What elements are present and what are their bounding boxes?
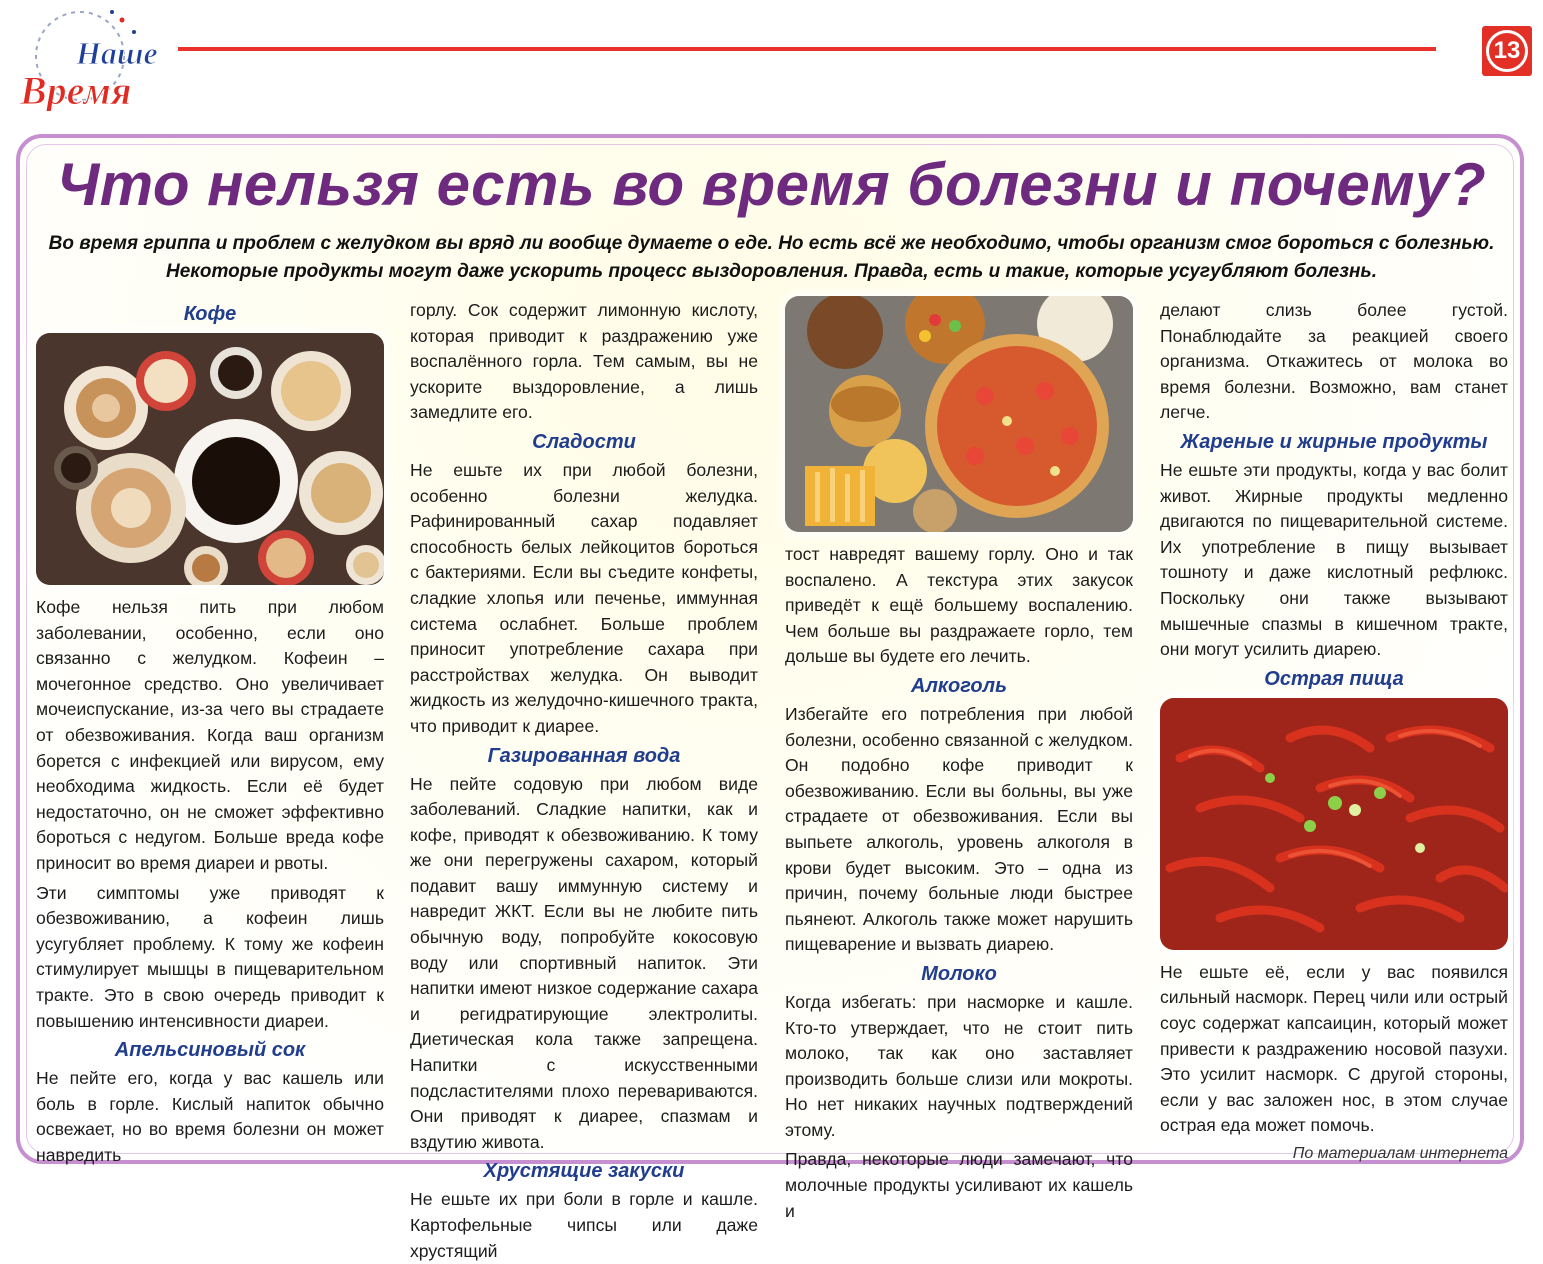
page-number: 13 bbox=[1486, 30, 1528, 72]
paragraph: Не ешьте их при любой болезни, особенно болезни желудка. Рафинированный сахар подавляет способность белых лейкоцитов бороться с бактериями. Если вы съедите конфеты, сладкие хлопья или печенье, иммунная система ослабнет. Больше проблем приносит употребление сахара при расстройствах желудка. Он выводит жидкость из желудочно-кишечного тракта, что приводит к диарее. bbox=[410, 459, 758, 736]
junk-food-image bbox=[785, 296, 1133, 532]
lede-line-2: Некоторые продукты могут даже ускорить процесс выздоровления. Правда, есть и такие, которые усугубляют болезнь. bbox=[166, 261, 1377, 282]
section-heading-orange-juice: Апельсиновый сок bbox=[114, 1039, 306, 1062]
section-heading-coffee: Кофе bbox=[183, 303, 237, 325]
chili-peppers-image bbox=[1160, 698, 1508, 950]
logo-graphic bbox=[18, 6, 168, 111]
section-heading-milk: Молоко bbox=[921, 962, 997, 985]
section-heading-alcohol: Алкоголь bbox=[911, 674, 1007, 697]
newspaper-logo bbox=[18, 6, 168, 111]
column-2 bbox=[410, 298, 758, 1264]
paragraph: тост навредят вашему горлу. Оно и так воспалено. А текстура этих закусок приведёт к ещё большему воспалению. Чем больше вы раздражаете горло, тем дольше вы будете его лечить. bbox=[785, 544, 1133, 667]
column-1 bbox=[36, 298, 384, 1168]
junk-food-photo bbox=[785, 296, 1133, 532]
page-number-badge bbox=[1482, 26, 1532, 76]
logo-word-2: Время bbox=[20, 68, 132, 111]
paragraph: Не пейте содовую при любом виде заболеваний. Сладкие напитки, как и кофе, приводят к обезвоживанию. К тому же они перегружены сахаром, который подавит вашу иммунную систему и навредит ЖКТ. Если вы не любите пить обычную воду, попробуйте кокосовую воду или спортивный напиток. Эти напитки имеют низкое содержание сахара и регидратирующие электролиты. Диетическая кола также запрещена. Напитки с искусственными подсластителями плохо перевариваются. Они приводят к диарее, спазмам и вздутию живота. bbox=[410, 773, 758, 1152]
paragraph: Не ешьте эти продукты, когда у вас болит живот. Жирные продукты медленно двигаются по пищеварительной системе. Их употребление в пищу вызывает тошноту и даже кислотный рефлюкс. Поскольку они также вызывают мышечные спазмы в кишечном тракте, они могут усилить диарею. bbox=[1160, 459, 1508, 660]
paragraph: Эти симптомы уже приводят к обезвоживанию, а кофеин лишь усугубляет проблему. К тому же кофеин стимулирует мышцы в пищеварительном тракте. Это в свою очередь приводит к повышению интенсивности диареи. bbox=[36, 882, 384, 1031]
section-heading-spicy-food: Острая пища bbox=[1264, 667, 1404, 690]
lede-line-1: Во время гриппа и проблем с желудком вы вряд ли вообще думаете о еде. Но есть всё же необходимо, чтобы организм смог бороться с болезнью. bbox=[48, 233, 1495, 254]
section-heading-crunchy-snacks: Хрустящие закуски bbox=[483, 1160, 685, 1183]
column-4 bbox=[1160, 298, 1508, 1166]
logo-word-1: Наше bbox=[76, 35, 158, 71]
paragraph: горлу. Сок содержит лимонную кислоту, которая приводит к раздражению уже воспалённого горла. Тем самым, вы не ускорите выздоровление, а лишь замедлите его. bbox=[410, 300, 758, 423]
column-3 bbox=[785, 296, 1133, 1224]
source-credit: По материалам интернета bbox=[1292, 1144, 1508, 1162]
paragraph: Кофе нельзя пить при любом заболевании, особенно, если оно связанно с желудком. Кофеин – мочегонное средство. Оно увеличивает мочеиспускание, из-за чего вы страдаете от обезвоживания. Когда ваш организм борется с инфекцией или вирусом, ему необходима жидкость. Если её будет недостаточно, он не сможет эффективно бороться с недугом. Больше вреда кофе приносит во время диареи и рвоты. bbox=[36, 597, 384, 873]
header-rule bbox=[178, 47, 1436, 51]
section-heading-soda: Газированная вода bbox=[487, 744, 681, 767]
section-heading-fried-food: Жареные и жирные продукты bbox=[1180, 430, 1488, 453]
paragraph: Правда, некоторые люди замечают, что молочные продукты усиливают их кашель и bbox=[785, 1149, 1133, 1221]
article-title: Что нельзя есть во время болезни и почему? bbox=[56, 151, 1487, 218]
paragraph: Не ешьте их при боли в горле и кашле. Картофельные чипсы или даже хрустящий bbox=[410, 1189, 758, 1261]
paragraph: Не пейте его, когда у вас кашель или боль в горле. Кислый напиток обычно освежает, но во время болезни он может навредить bbox=[36, 1068, 384, 1165]
paragraph: Не ешьте её, если у вас появился сильный насморк. Перец чили или острый соус содержат капсаицин, который может привести к раздражению носовой пазухи. Это усилит насморк. С другой стороны, если у вас заложен нос, в этом случае острая еда может помочь. bbox=[1160, 961, 1508, 1136]
coffee-cups-image bbox=[36, 333, 384, 585]
chili-peppers-photo bbox=[1160, 698, 1508, 950]
article-lede bbox=[30, 230, 1513, 286]
paragraph: делают слизь более густой. Понаблюдайте за реакцией своего организма. Откажитесь от молока во время болезни. Возможно, вам станет легче. bbox=[1160, 300, 1508, 423]
coffee-photo bbox=[36, 333, 384, 585]
section-heading-sweets: Сладости bbox=[532, 430, 636, 453]
paragraph: Когда избегать: при насморке и кашле. Кто-то утверждает, что не стоит пить молоко, так как оно заставляет производить больше слизи или мокроты. Но нет никаких научных подтверждений этому. bbox=[785, 991, 1133, 1140]
paragraph: Избегайте его потребления при любой болезни, особенно связанной с желудком. Он подобно кофе приводит к обезвоживанию. Если вы больны, вы уже страдаете от обезвоживания. Если вы выпьете алкоголь, уровень алкоголя в крови будет высоким. Это – одна из причин, почему больные люди быстрее пьянеют. Алкоголь также может нарушить пищеварение и вызвать диарею. bbox=[785, 703, 1133, 955]
